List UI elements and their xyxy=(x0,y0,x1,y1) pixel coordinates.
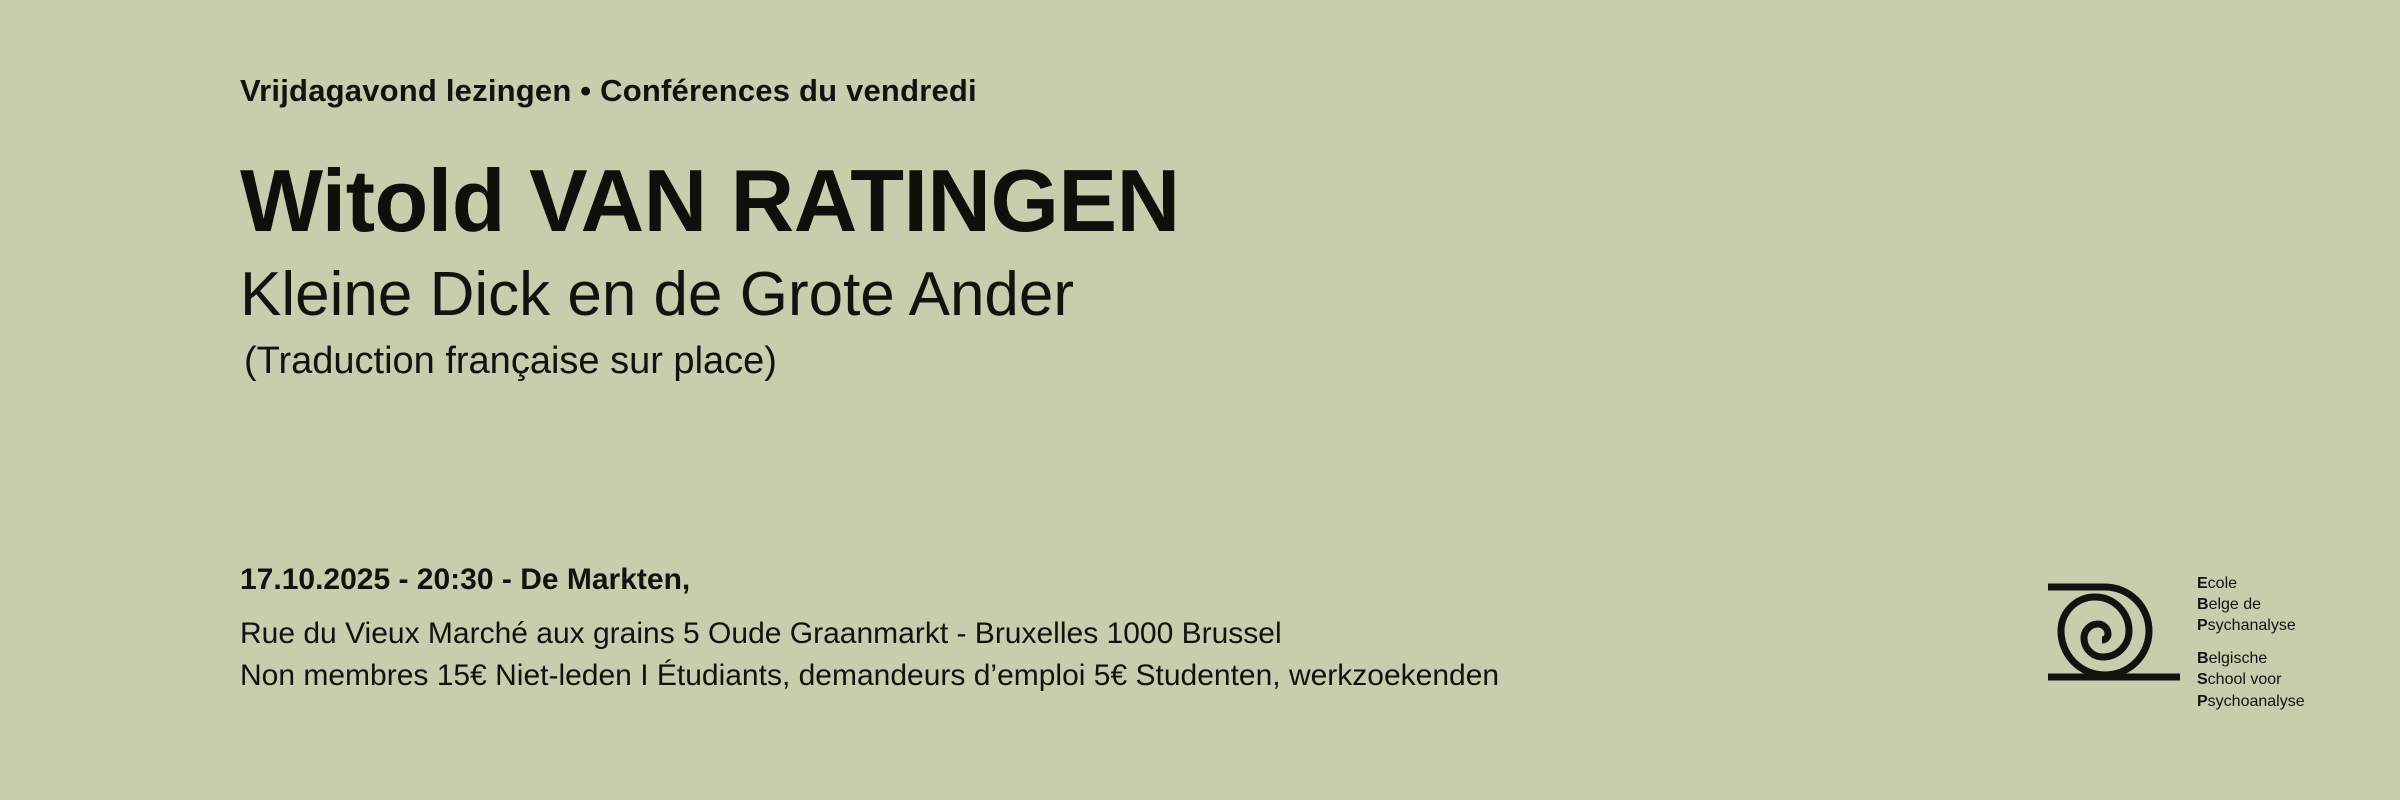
logo-line xyxy=(2197,691,2305,712)
logo-initial: E xyxy=(2197,575,2208,592)
logo-rest: cole xyxy=(2207,575,2238,592)
logo-rest: elgische xyxy=(2208,650,2268,668)
event-address: Rue du Vieux Marché aux grains 5 Oude Graanmarkt - Bruxelles 1000 Brussel xyxy=(240,616,1282,650)
translation-note: (Traduction française sur place) xyxy=(244,340,777,383)
event-details xyxy=(240,560,2140,697)
spiral-logo-icon xyxy=(2045,565,2183,693)
logo-line xyxy=(2197,573,2305,594)
logo-rest: elge de xyxy=(2208,596,2262,614)
event-datetime-venue: 17.10.2025 - 20:30 - De Markten, xyxy=(240,563,691,596)
organization-logo xyxy=(2045,565,2305,712)
logo-initial: P xyxy=(2197,617,2208,635)
speaker-name: Witold VAN RATINGEN xyxy=(240,151,1180,251)
logo-line xyxy=(2197,615,2305,636)
logo-line xyxy=(2197,648,2305,669)
logo-line xyxy=(2197,669,2305,690)
organization-name-fr xyxy=(2197,573,2305,636)
logo-line xyxy=(2197,594,2305,615)
logo-rest: sychanalyse xyxy=(2207,617,2296,635)
poster-main-content xyxy=(240,72,2140,385)
series-kicker: Vrijdagavond lezingen • Conférences du vendredi xyxy=(240,73,977,108)
organization-name xyxy=(2197,565,2305,712)
talk-title: Kleine Dick en de Grote Ander xyxy=(240,259,1075,329)
logo-rest: sychoanalyse xyxy=(2207,692,2305,710)
organization-name-nl xyxy=(2197,648,2305,711)
logo-initial: B xyxy=(2197,596,2209,614)
logo-initial: B xyxy=(2197,650,2209,668)
logo-initial: S xyxy=(2197,671,2208,689)
logo-rest: chool voor xyxy=(2207,671,2282,689)
event-pricing: Non membres 15€ Niet-leden I Étudiants, demandeurs d’emploi 5€ Studenten, werkzoekenden xyxy=(240,658,1500,692)
logo-initial: P xyxy=(2197,692,2208,710)
